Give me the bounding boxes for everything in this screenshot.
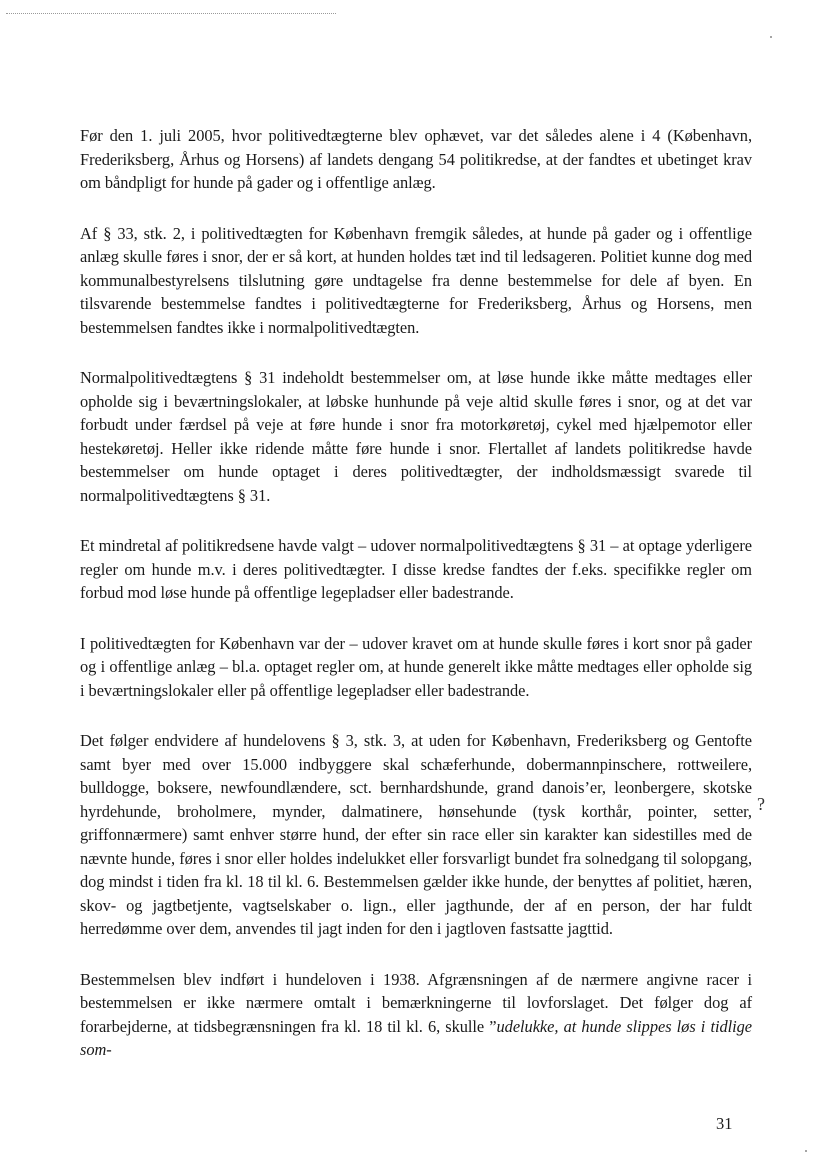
- scan-edge-line: [6, 13, 336, 14]
- handwritten-margin-mark: ?: [757, 794, 765, 814]
- paragraph-last: [80, 968, 752, 1062]
- scan-speck: [805, 1150, 807, 1152]
- scan-speck: [770, 36, 772, 38]
- paragraph: I politivedtægten for København var der – udover kravet om at hunde skulle føres i kort snor på gader og i offentlige anlæg – bl.a. optaget regler om, at hunde generelt ikke måtte medtages eller opholde sig i beværtningslokaler eller på offentlige legepladser eller badestrande.: [80, 633, 752, 700]
- paragraph: Normalpolitivedtægtens § 31 indeholdt bestemmelser om, at løse hunde ikke måtte medtages eller opholde sig i beværtningslokaler, at løbske hunhunde på veje altid skulle føres i snor, og at det var forbudt under færdsel på veje at føre hunde i snor fra motorkøretøj, cykel med hjælpemotor eller hestekøretøj. Heller ikke ridende måtte føre hunde i snor. Flertallet af landets politikredse havde bestemmelser om hunde optaget i deres politivedtægter, der indholdsmæssigt svarede til normalpolitivedtægtens § 31.: [80, 368, 752, 505]
- paragraph: Af § 33, stk. 2, i politivedtægten for København fremgik således, at hunde på gader og i offentlige anlæg skulle føres i snor, der er så kort, at hunden holdes tæt ind til ledsageren. Politiet kunne dog med kommunalbestyrelsens tilslutning gøre undtagelse fra denne bestemmelse for dele af byen. En tilsvarende bestemmelse fandtes i politivedtægterne for Frederiksberg, Århus og Horsens, men bestemmelsen fandtes ikke i normalpolitivedtægten.: [80, 223, 752, 337]
- paragraph-last-text: Bestemmelsen blev indført i hundeloven i 1938. Afgrænsningen af de nærmere angivne racer i bestemmelsen er ikke nærmere omtalt i bemærkningerne til lovforslaget. Det følger dog af forarbejderne, at tidsbegrænsningen fra kl. 18 til kl. 6, skulle ”: [80, 969, 752, 1036]
- page-number: 31: [716, 1114, 733, 1133]
- paragraph: Før den 1. juli 2005, hvor politivedtægterne blev ophævet, var det således alene i 4 (København, Frederiksberg, Århus og Horsens) af landets dengang 54 politikredse, at der fandtes et ubetinget krav om båndpligt for hunde på gader og i offentlige anlæg.: [80, 126, 752, 192]
- paragraph: Det følger endvidere af hundelovens § 3, stk. 3, at uden for København, Frederiksberg og Gentofte samt byer med over 15.000 indbyggere skal schæferhunde, dobermannpinschere, rottweilere, bulldogge, boksere, newfoundlændere, sct. bernhardshunde, grand danois’er, leonbergere, skotske hyrdehunde, broholmere, mynder, dalmatinere, hønsehunde (tysk korthår, pointer, setter, griffonnærmere) samt enhver større hund, der efter sin race eller sin karakter kan sidestilles med de nævnte hunde, føres i snor eller holdes indelukket eller forsvarligt bundet fra solnedgang til solopgang, dog mindst i tiden fra kl. 18 til kl. 6. Bestemmelsen gælder ikke hunde, der benyttes af politiet, hæren, skov- og jagtbetjente, vagtselskaber o. lign., eller jagthunde, der af en person, der har fuldt herredømme over dem, anvendes til jagt inden for den i jagtloven fastsatte jagttid.: [80, 731, 752, 938]
- paragraph: Et mindretal af politikredsene havde valgt – udover normalpolitivedtægtens § 31 – at optage yderligere regler om hunde m.v. i deres politivedtægter. I disse kredse fandtes der f.eks. specifikke regler om forbud mod løse hunde på offentlige legepladser eller badestrande.: [80, 536, 752, 602]
- document-body: [80, 124, 752, 1089]
- paragraph-last-italic-quote: udelukke, at hunde slippes løs i tidlige som-: [80, 1016, 752, 1059]
